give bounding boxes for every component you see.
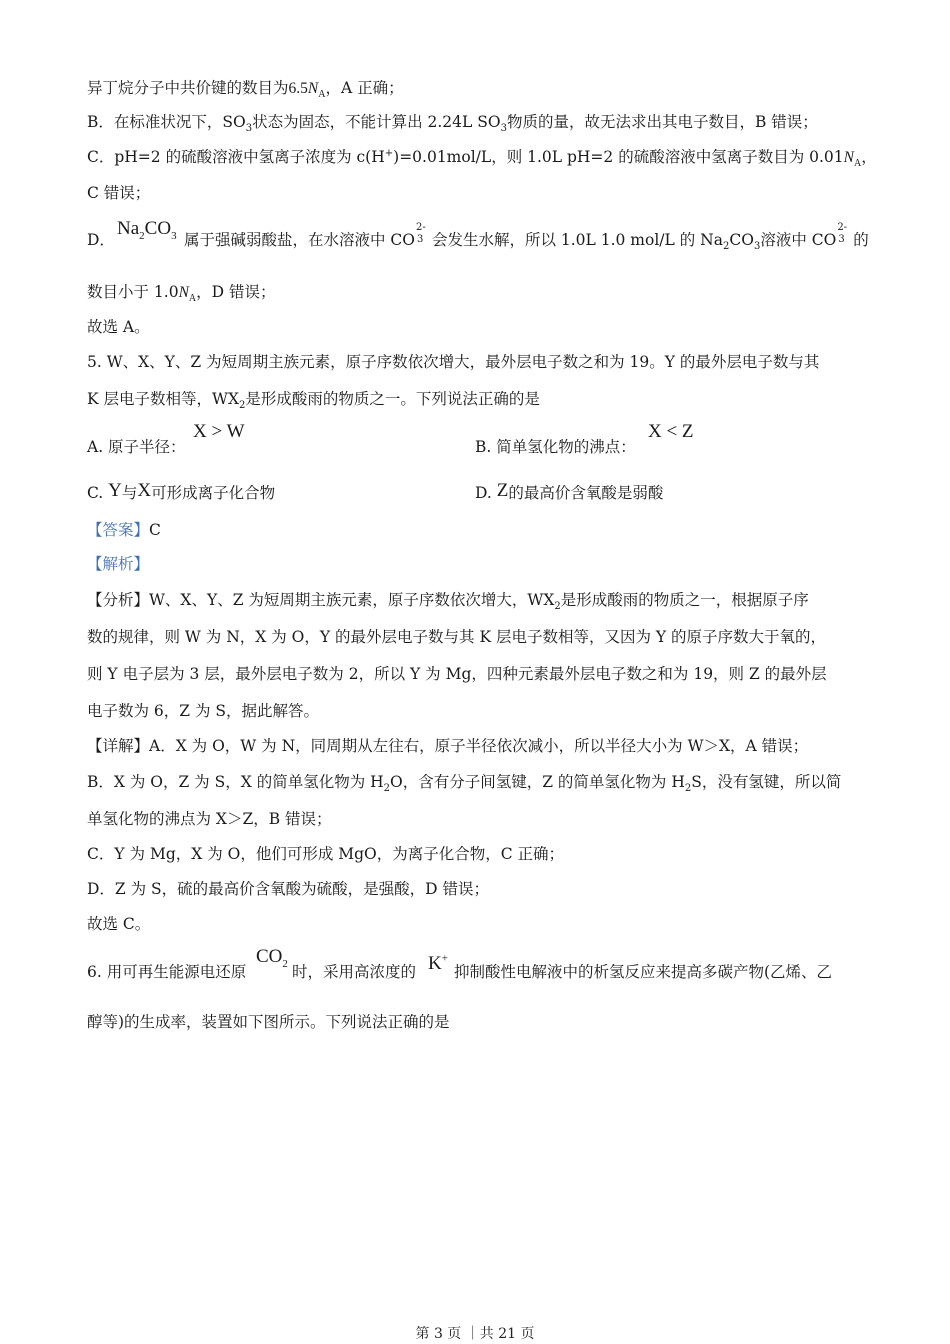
text: N: [843, 149, 854, 166]
text: 物质的量，故无法求出其电子数目，B 错误；: [506, 113, 818, 131]
text: 故选 A。: [87, 318, 150, 336]
text: K 层电子数相等，WX: [87, 390, 239, 408]
text: CO: [256, 946, 283, 967]
subscript: 2: [238, 400, 246, 412]
question-5-stem: [87, 351, 819, 373]
option-d[interactable]: [475, 482, 663, 504]
formula: X < Z: [648, 421, 694, 442]
text: 的: [853, 231, 869, 249]
text-line: [87, 77, 404, 100]
text: )=0.01mol/L，则 1.0L pH=2 的硫酸溶液中氢离子数目为 0.01: [393, 148, 844, 166]
subscript: 2: [383, 783, 391, 795]
text: 故选 C。: [87, 915, 151, 933]
text: D．: [87, 231, 115, 249]
text-line: [87, 663, 827, 685]
superscript: 2-: [837, 222, 848, 233]
text: S，没有氢键，所以简: [691, 773, 842, 791]
ion-charge: [415, 222, 427, 249]
text: 电子数为 6，Z 为 S，据此解答。: [87, 702, 320, 720]
text: 属于强碱弱酸盐，在水溶液中 CO: [184, 231, 415, 249]
text: ，: [861, 148, 877, 166]
text: C.: [87, 484, 109, 502]
text: Na: [117, 218, 140, 239]
page-total: 共 21 页: [479, 1326, 535, 1342]
answer-tag: 【答案】: [87, 521, 150, 539]
text: N: [307, 80, 319, 97]
text: C．Y 为 Mg，X 为 O，他们可形成 MgO，为离子化合物，C 正确；: [87, 845, 565, 863]
text: 醇等)的生成率，装置如下图所示。下列说法正确的是: [87, 1013, 450, 1031]
text: 6. 用可再生能源电还原: [87, 963, 247, 981]
text: ，A 正确；: [325, 79, 404, 97]
option-b[interactable]: [475, 436, 636, 458]
subscript: 2: [139, 229, 145, 242]
formula: Y: [108, 480, 122, 501]
text-line: [87, 735, 808, 757]
text: 时，采用高浓度的: [292, 963, 417, 981]
text: 单氢化物的沸点为 X＞Z，B 错误；: [87, 810, 332, 828]
text-line: [87, 700, 319, 722]
subscript: 3: [417, 234, 424, 245]
text: 异丁烷分子中共价键的数目为: [87, 79, 289, 97]
subscript: A: [318, 89, 326, 101]
analysis-tag: 【解析】: [87, 555, 150, 573]
text-line: [87, 146, 877, 169]
formula: X > W: [193, 421, 245, 442]
subscript: 2: [722, 241, 730, 253]
formula: Z: [496, 480, 509, 501]
question-6-stem: [87, 961, 246, 983]
text-line: [87, 878, 489, 900]
superscript: +: [441, 952, 448, 965]
text: K: [428, 953, 442, 974]
formula-na2co3: [117, 218, 177, 240]
text: 可形成离子化合物: [151, 484, 276, 502]
text: 数的规律，则 W 为 N，X 为 O，Y 的最外层电子数与其 K 层电子数相等，又因为 Y 的原子序数大于氧的，: [87, 628, 827, 646]
text: 数目小于 1.0: [87, 283, 179, 301]
text-line: [87, 589, 809, 611]
text-line: [184, 222, 869, 253]
text: 的最高价含氧酸是弱酸: [508, 484, 664, 502]
subscript: 2: [684, 783, 692, 795]
text: C．pH=2 的硫酸溶液中氢离子浓度为 c(H: [87, 148, 385, 166]
subscript: 3: [753, 241, 761, 253]
text: B．X 为 O，Z 为 S，X 的简单氢化物为 H: [87, 773, 384, 791]
text: 会发生水解，所以 1.0L 1.0 mol/L 的 Na: [431, 231, 723, 249]
text: CO: [144, 218, 172, 239]
text: 抑制酸性电解液中的析氢反应来提高多碳产物(乙烯、乙: [454, 963, 833, 981]
text: 是形成酸雨的物质之一，根据原子序: [560, 591, 809, 609]
text: CO: [729, 231, 754, 249]
text-line: [87, 316, 150, 338]
text-line: [87, 111, 818, 133]
text-line: [87, 626, 826, 648]
text: 【分析】W、X、Y、Z 为短周期主族元素，原子序数依次增大，WX: [87, 591, 555, 609]
answer-value: C: [149, 521, 161, 539]
text-line: [87, 771, 841, 793]
subscript: 2: [554, 601, 561, 613]
text: D．Z 为 S，硫的最高价含氧酸为硫酸，是强酸，D 错误；: [87, 880, 490, 898]
text: 【详解】A．X 为 O，W 为 N，同周期从左往右，原子半径依次减小，所以半径大小为 W＞X，A 错误；: [87, 737, 809, 755]
text-line: [87, 843, 564, 865]
option-c[interactable]: [87, 482, 275, 504]
text: N: [178, 284, 189, 301]
formula: X: [137, 480, 152, 501]
subscript: A: [854, 158, 862, 170]
text: 6.5: [288, 80, 308, 97]
question-5-stem: [87, 388, 540, 410]
text: 与: [121, 484, 138, 502]
text-line: [87, 281, 276, 304]
subscript: A: [188, 293, 197, 305]
separator: ｜: [465, 1326, 480, 1342]
text: ，D 错误；: [196, 283, 276, 301]
subscript: 3: [838, 234, 845, 245]
text: C 错误；: [87, 184, 151, 202]
text-line: [87, 913, 150, 935]
text: 是形成酸雨的物质之一。下列说法正确的是: [245, 390, 540, 408]
subscript: 3: [245, 123, 253, 135]
analysis-heading: [87, 553, 149, 575]
text: 溶液中 CO: [760, 231, 837, 249]
option-a[interactable]: [87, 436, 186, 458]
formula-co2: [256, 946, 288, 968]
text: D.: [475, 484, 497, 502]
page-footer: [0, 1323, 950, 1343]
text: B．在标准状况下，SO: [87, 113, 246, 131]
text: 5. W、X、Y、Z 为短周期主族元素，原子序数依次增大，最外层电子数之和为 19。Y 的最外层电子数与其: [87, 353, 820, 371]
text: A. 原子半径：: [87, 438, 186, 456]
text: 则 Y 电子层为 3 层，最外层电子数为 2，所以 Y 为 Mg，四种元素最外层电子数之和为 19，则 Z 的最外层: [87, 665, 827, 683]
text: B. 简单氢化物的沸点：: [475, 438, 636, 456]
answer-line: [87, 519, 161, 541]
superscript: +: [384, 147, 394, 159]
formula-k-ion: [428, 953, 448, 975]
question-6-stem: [454, 961, 832, 983]
question-6-stem: [87, 1011, 450, 1033]
subscript: 2: [282, 957, 288, 970]
text: O，含有分子间氢键，Z 的简单氢化物为 H: [390, 773, 685, 791]
text: 状态为固态，不能计算出 2.24L SO: [252, 113, 501, 131]
question-6-stem: [292, 961, 416, 983]
subscript: 3: [500, 123, 507, 135]
superscript: 2-: [416, 222, 426, 233]
subscript: 3: [171, 229, 177, 242]
page-number: 第 3 页: [415, 1326, 462, 1342]
text-line: [87, 808, 332, 830]
text-line: [87, 182, 150, 204]
ion-charge: [836, 222, 848, 249]
